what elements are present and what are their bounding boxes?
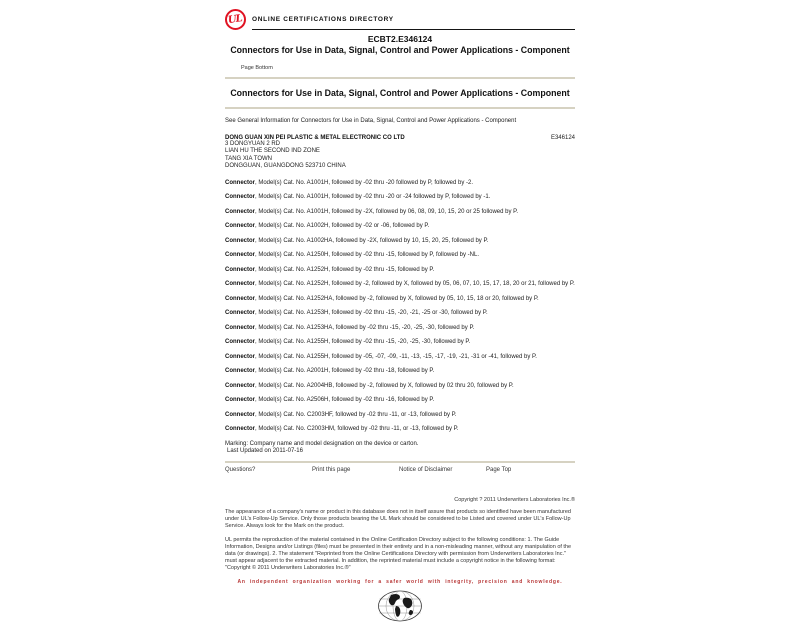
company-address <box>225 141 575 171</box>
ul-logo-letters: UL <box>226 12 243 26</box>
model-list <box>225 180 575 433</box>
ul-logo-icon <box>225 9 246 30</box>
model-row-label: Connector <box>225 411 255 418</box>
company-name: DONG GUAN XIN PEI PLASTIC & METAL ELECTRONIC CO LTD <box>225 134 405 141</box>
model-row-label: Connector <box>225 310 255 317</box>
header <box>225 8 575 30</box>
footer-links <box>225 467 575 473</box>
model-row: Connector, Model(s) Cat. No. A1250H, followed by -02 thru -15, followed by P, followed by -NL. <box>225 252 480 259</box>
model-row-label: Connector <box>225 179 255 186</box>
footer-link-questions[interactable]: Questions? <box>225 466 256 473</box>
footer-link-page-top[interactable]: Page Top <box>486 466 512 473</box>
globe-icon <box>377 590 423 622</box>
page-bottom-link[interactable]: Page Bottom <box>241 64 273 71</box>
model-row-label: Connector <box>225 426 255 433</box>
ul-slogan: An independent organization working for a safer world with integrity, precision and knowledge. <box>237 578 563 585</box>
model-row-label: Connector <box>225 223 255 230</box>
model-row: Connector, Model(s) Cat. No. A1002HA, followed by -2X, followed by 10, 15, 20, 25, followed by P. <box>225 237 489 244</box>
model-row: Connector, Model(s) Cat. No. A1252H, followed by -02 thru -15, followed by P. <box>225 266 435 273</box>
divider-rule-2 <box>225 107 575 109</box>
address-line: 3 DONGYUAN 2 RD <box>225 140 281 147</box>
divider-rule-bottom <box>225 461 575 463</box>
last-updated-text: Last Updated on 2011-07-16 <box>227 448 303 455</box>
marking-text: Marking: Company name and model designation on the device or carton. <box>225 440 419 447</box>
model-row-label: Connector <box>225 252 255 259</box>
model-row-label: Connector <box>225 397 255 404</box>
model-row-label: Connector <box>225 208 255 215</box>
model-row-label: Connector <box>225 368 255 375</box>
company-block <box>225 135 575 171</box>
page-title: Connectors for Use in Data, Signal, Control and Power Applications - Component <box>230 45 570 56</box>
model-row: Connector, Model(s) Cat. No. A1255H, followed by -02 thru -15, -20, -25, -30, followed by P. <box>225 339 471 346</box>
file-number-heading: ECBT2.E346124 <box>367 34 433 44</box>
model-row: Connector, Model(s) Cat. No. A1001H, followed by -02 thru -20 followed by P, followed by -2. <box>225 179 474 186</box>
model-row: Connector, Model(s) Cat. No. C2003HF, followed by -02 thru -11, or -13, followed by P. <box>225 411 457 418</box>
model-row: Connector, Model(s) Cat. No. A1252HA, followed by -2, followed by X, followed by 05, 10, 15, 18 or 20, followed by P. <box>225 295 539 302</box>
model-row-label: Connector <box>225 339 255 346</box>
general-information-link[interactable]: See General Information for Connectors for Use in Data, Signal, Control and Power Applications - Component <box>225 117 517 124</box>
company-file-number: E346124 <box>550 134 575 141</box>
model-row: Connector, Model(s) Cat. No. A1253HA, followed by -02 thru -15, -20, -25, -30, followed by P. <box>225 324 475 331</box>
model-row-label: Connector <box>225 266 255 273</box>
model-row: Connector, Model(s) Cat. No. A1253H, followed by -02 thru -15, -20, -21, -25 or -30, followed by P. <box>225 310 488 317</box>
directory-title-rule <box>252 8 575 30</box>
footer-link-notice-of-disclaimer[interactable]: Notice of Disclaimer <box>399 466 453 473</box>
model-row: Connector, Model(s) Cat. No. C2003HM, followed by -02 thru -11, or -13, followed by P. <box>225 426 459 433</box>
model-row-label: Connector <box>225 281 255 288</box>
model-row: Connector, Model(s) Cat. No. A1002H, followed by -02 or -06, followed by P. <box>225 223 430 230</box>
model-row-label: Connector <box>225 382 255 389</box>
model-row-label: Connector <box>225 324 255 331</box>
model-row-label: Connector <box>225 295 255 302</box>
directory-title: ONLINE CERTIFICATIONS DIRECTORY <box>252 16 394 23</box>
model-row: Connector, Model(s) Cat. No. A2506H, followed by -02 thru -16, followed by P. <box>225 397 435 404</box>
model-row-label: Connector <box>225 353 255 360</box>
address-line: LIAN HU THE SECOND IND ZONE <box>225 148 320 155</box>
model-row: Connector, Model(s) Cat. No. A1001H, followed by -2X, followed by 06, 08, 09, 10, 15, 20 or 25 followed by P. <box>225 208 519 215</box>
model-row-label: Connector <box>225 194 255 201</box>
legal-paragraph-2: UL permits the reproduction of the material contained in the Online Certification Directory subject to the following conditions: 1. The Guide Information, Designs and/or Listings (files) must be presented in their entirety and in a non-misleading manner, without any manipulation of the data (or drawings). 2. The statement "Reprinted from the Online Certifications Directory with permission from Underwriters Laboratories Inc." must appear adjacent to the extracted material. In addition, the reprinted material must include a copyright notice in the following format: "Copyright © 2011 Underwriters Laboratories Inc.®" <box>225 536 572 571</box>
model-row: Connector, Model(s) Cat. No. A1001H, followed by -02 thru -20 or -24 followed by P, followed by -1. <box>225 194 491 201</box>
footer-link-print-this-page[interactable]: Print this page <box>312 466 351 473</box>
address-line: TANG XIA TOWN <box>225 155 273 162</box>
divider-rule-top <box>225 77 575 79</box>
model-row: Connector, Model(s) Cat. No. A1252H, followed by -2, followed by X, followed by 05, 06, 07, 10, 15, 17, 18, 20 or 21, followed by P. <box>225 281 575 288</box>
address-line: DONGGUAN, GUANGDONG 523710 CHINA <box>225 163 346 170</box>
model-row-label: Connector <box>225 237 255 244</box>
content-column <box>225 0 575 622</box>
model-row: Connector, Model(s) Cat. No. A2004HB, followed by -2, followed by X, followed by 02 thru 20, followed by P. <box>225 382 514 389</box>
model-row: Connector, Model(s) Cat. No. A2001H, followed by -02 thru -18, followed by P. <box>225 368 435 375</box>
marking-block <box>225 441 575 456</box>
legal-paragraph-1: The appearance of a company's name or product in this database does not in itself assure that products so identified have been manufactured under UL's Follow-Up Service. Only those products bearing the UL Mark should be considered to be Listed and covered under UL's Follow-Up Service. Always look for the Mark on the product. <box>225 508 571 529</box>
model-row: Connector, Model(s) Cat. No. A1255H, followed by -05, -07, -09, -11, -13, -15, -17, -19, -21, -31 or -41, followed by P. <box>225 353 537 360</box>
title-block <box>225 34 575 56</box>
copyright-text: Copyright ? 2011 Underwriters Laboratories Inc.® <box>454 496 575 503</box>
section-title: Connectors for Use in Data, Signal, Control and Power Applications - Component <box>230 87 570 98</box>
